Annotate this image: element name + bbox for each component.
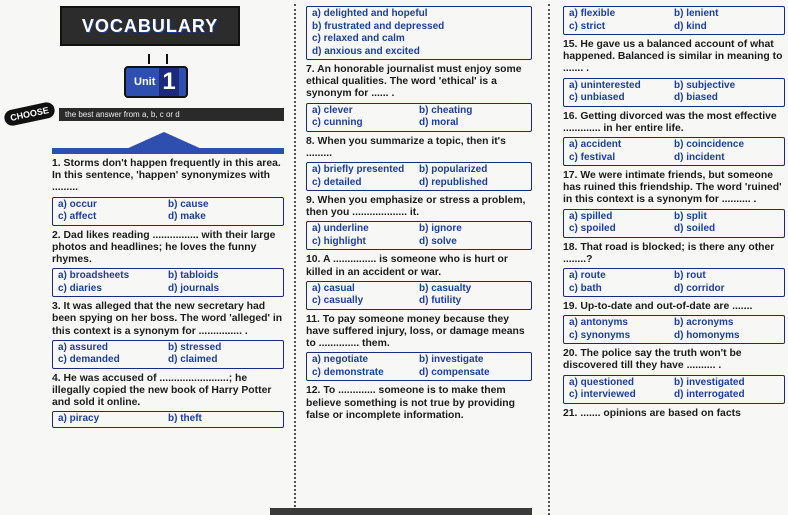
answer-option[interactable]: a) piracy [58, 413, 100, 425]
answer-option[interactable]: b) theft [168, 413, 202, 425]
options-box [52, 340, 284, 369]
answer-option[interactable]: c) demanded [58, 354, 120, 366]
options-box [563, 78, 785, 107]
answer-option[interactable]: a) route [569, 270, 606, 282]
answer-option[interactable]: d) claimed [168, 354, 218, 366]
answer-option[interactable]: b) ignore [419, 223, 462, 235]
answer-option[interactable]: d) make [168, 211, 206, 223]
question-text: 1. Storms don't happen frequently in this area. In this sentence, 'happen' synonymizes with ......... [52, 158, 281, 194]
answer-option[interactable]: c) interviewed [569, 389, 636, 401]
answer-option[interactable]: c) highlight [312, 235, 366, 247]
question-text: 17. We were intimate friends, but someone has ruined this friendship. The word 'ruined' in this context is a synonym for .......... . [563, 170, 782, 206]
answer-option[interactable]: a) antonyms [569, 317, 628, 329]
answer-option[interactable]: b) split [674, 210, 707, 222]
answer-option[interactable]: d) homonyms [674, 329, 740, 341]
answer-option[interactable]: d) biased [674, 92, 718, 104]
answer-option[interactable]: c) festival [569, 151, 616, 163]
question-text: 12. To ............. someone is to make them believe something is not true by providing false or incomplete information. [306, 385, 515, 421]
answer-option[interactable]: d) anxious and excited [312, 45, 420, 57]
answer-option[interactable]: b) cause [168, 198, 209, 210]
options-box [306, 6, 532, 60]
question-text: 3. It was alleged that the new secretary had been spying on her boss. The word 'alleged' in this context is a synonym for ............... . [52, 301, 283, 337]
answer-option[interactable]: c) detailed [312, 176, 362, 188]
answer-option[interactable]: b) rout [674, 270, 706, 282]
options-box [306, 281, 532, 310]
answer-option[interactable]: a) broadsheets [58, 270, 130, 282]
answer-option[interactable]: a) occur [58, 198, 97, 210]
answer-option[interactable]: a) questioned [569, 376, 635, 388]
question-list [306, 64, 532, 422]
options-box [52, 268, 284, 297]
answer-option[interactable]: b) subjective [674, 79, 736, 91]
column-2 [306, 6, 532, 515]
options-box [306, 221, 532, 250]
tv-antenna-icon [148, 54, 168, 64]
answer-option[interactable]: b) frustrated and depressed [312, 20, 445, 32]
answer-option[interactable]: a) clever [312, 104, 353, 116]
question-text: 16. Getting divorced was the most effective ............. in her entire life. [563, 110, 777, 134]
unit-label: Unit [134, 76, 156, 88]
answer-option[interactable]: a) accident [569, 139, 622, 151]
answer-option[interactable]: c) spoiled [569, 223, 616, 235]
question-text: 2. Dad likes reading ................ with their large photos and headlines; he loves the funny rhymes. [52, 229, 276, 266]
answer-option[interactable]: b) cheating [419, 104, 473, 116]
options-box [563, 137, 785, 166]
banner-title: VOCABULARY [81, 15, 219, 36]
answer-option[interactable]: b) acronyms [674, 317, 734, 329]
options-box [306, 162, 532, 191]
options-box [563, 375, 785, 404]
answer-option[interactable]: d) kind [674, 20, 707, 32]
column-divider [294, 4, 296, 515]
answer-option[interactable]: d) journals [168, 282, 220, 294]
answer-option[interactable]: c) demonstrate [312, 366, 384, 378]
answer-option[interactable]: c) cunning [312, 117, 363, 129]
choose-tag: CHOOSE [3, 101, 56, 127]
answer-option[interactable]: c) diaries [58, 282, 102, 294]
question-text: 18. That road is blocked; is there any other ........? [563, 241, 775, 265]
answer-option[interactable]: c) strict [569, 20, 606, 32]
question-text: 4. He was accused of ........................; he illegally copied the new book of Harry Potter and sold it online. [52, 372, 272, 409]
answer-option[interactable]: b) tabloids [168, 270, 219, 282]
scroll-overlay-bar [270, 508, 532, 515]
answer-option[interactable]: a) delighted and hopeful [312, 8, 428, 19]
answer-option[interactable]: d) republished [419, 176, 488, 188]
options-box [52, 197, 284, 226]
answer-option[interactable]: a) uninterested [569, 79, 641, 91]
answer-option[interactable]: b) investigate [419, 354, 484, 366]
answer-option[interactable]: d) incident [674, 151, 725, 163]
vocabulary-banner [60, 6, 240, 46]
answer-option[interactable]: c) synonyms [569, 329, 631, 341]
answer-option[interactable]: d) soiled [674, 223, 716, 235]
answer-option[interactable]: d) moral [419, 117, 459, 129]
answer-option[interactable]: c) bath [569, 282, 602, 294]
tv-icon [124, 66, 188, 98]
options-box [52, 411, 284, 428]
question-text: 21. ....... opinions are based on facts [563, 407, 741, 419]
answer-option[interactable]: c) unbiased [569, 92, 625, 104]
question-text: 11. To pay someone money because they have suffered injury, loss, or damage means to .............. them. [306, 313, 525, 350]
answer-option[interactable]: a) spilled [569, 210, 613, 222]
column-1 [9, 6, 284, 515]
unit-badge [124, 60, 194, 100]
question-text: 20. The police say the truth won't be discovered till they have .......... . [563, 348, 742, 372]
answer-option[interactable]: a) underline [312, 223, 369, 235]
divider-bar [52, 148, 284, 154]
answer-option[interactable]: c) relaxed and calm [312, 33, 405, 44]
answer-option[interactable]: d) futility [419, 295, 462, 307]
column-divider [548, 4, 550, 515]
question-list [563, 39, 785, 420]
answer-option[interactable]: a) casual [312, 282, 355, 294]
answer-option[interactable]: a) assured [58, 341, 109, 353]
answer-option[interactable]: a) flexible [569, 8, 616, 19]
answer-option[interactable]: a) negotiate [312, 354, 369, 366]
answer-option[interactable]: b) casualty [419, 282, 472, 294]
answer-option[interactable]: b) investigated [674, 376, 745, 388]
answer-option[interactable]: b) popularized [419, 164, 488, 176]
answer-option[interactable]: b) coincidence [674, 139, 745, 151]
options-box [563, 6, 785, 35]
answer-option[interactable]: a) briefly presented [312, 164, 405, 176]
options-box [563, 268, 785, 297]
options-box [563, 315, 785, 344]
instruction-bar [4, 106, 284, 122]
answer-option[interactable]: c) affect [58, 211, 97, 223]
question-text: 9. When you emphasize or stress a problem, then you ................... it. [306, 195, 526, 219]
question-list [52, 158, 284, 428]
question-text: 7. An honorable journalist must enjoy some ethical qualities. The word 'ethical' is a synonym for ...... . [306, 64, 522, 100]
question-text: 19. Up-to-date and out-of-date are ....... [563, 301, 753, 313]
answer-option[interactable]: d) solve [419, 235, 457, 247]
answer-option[interactable]: c) casually [312, 295, 364, 307]
question-text: 15. He gave us a balanced account of what happened. Balanced is similar in meaning to ....... . [563, 39, 783, 75]
answer-option[interactable]: d) corridor [674, 282, 725, 294]
answer-option[interactable]: d) interrogated [674, 389, 745, 401]
answer-option[interactable]: d) compensate [419, 366, 490, 378]
options-box [306, 103, 532, 132]
unit-number: 1 [159, 68, 178, 96]
options-box [306, 352, 532, 381]
answer-option[interactable]: b) lenient [674, 8, 719, 19]
question-text: 10. A ............... is someone who is hurt or killed in an accident or war. [306, 254, 508, 278]
options-box [563, 209, 785, 238]
question-text: 8. When you summarize a topic, then it's ......... [306, 135, 506, 159]
instruction-text: the best answer from a, b, c or d [59, 108, 284, 121]
column-3 [563, 6, 785, 515]
answer-option[interactable]: b) stressed [168, 341, 222, 353]
